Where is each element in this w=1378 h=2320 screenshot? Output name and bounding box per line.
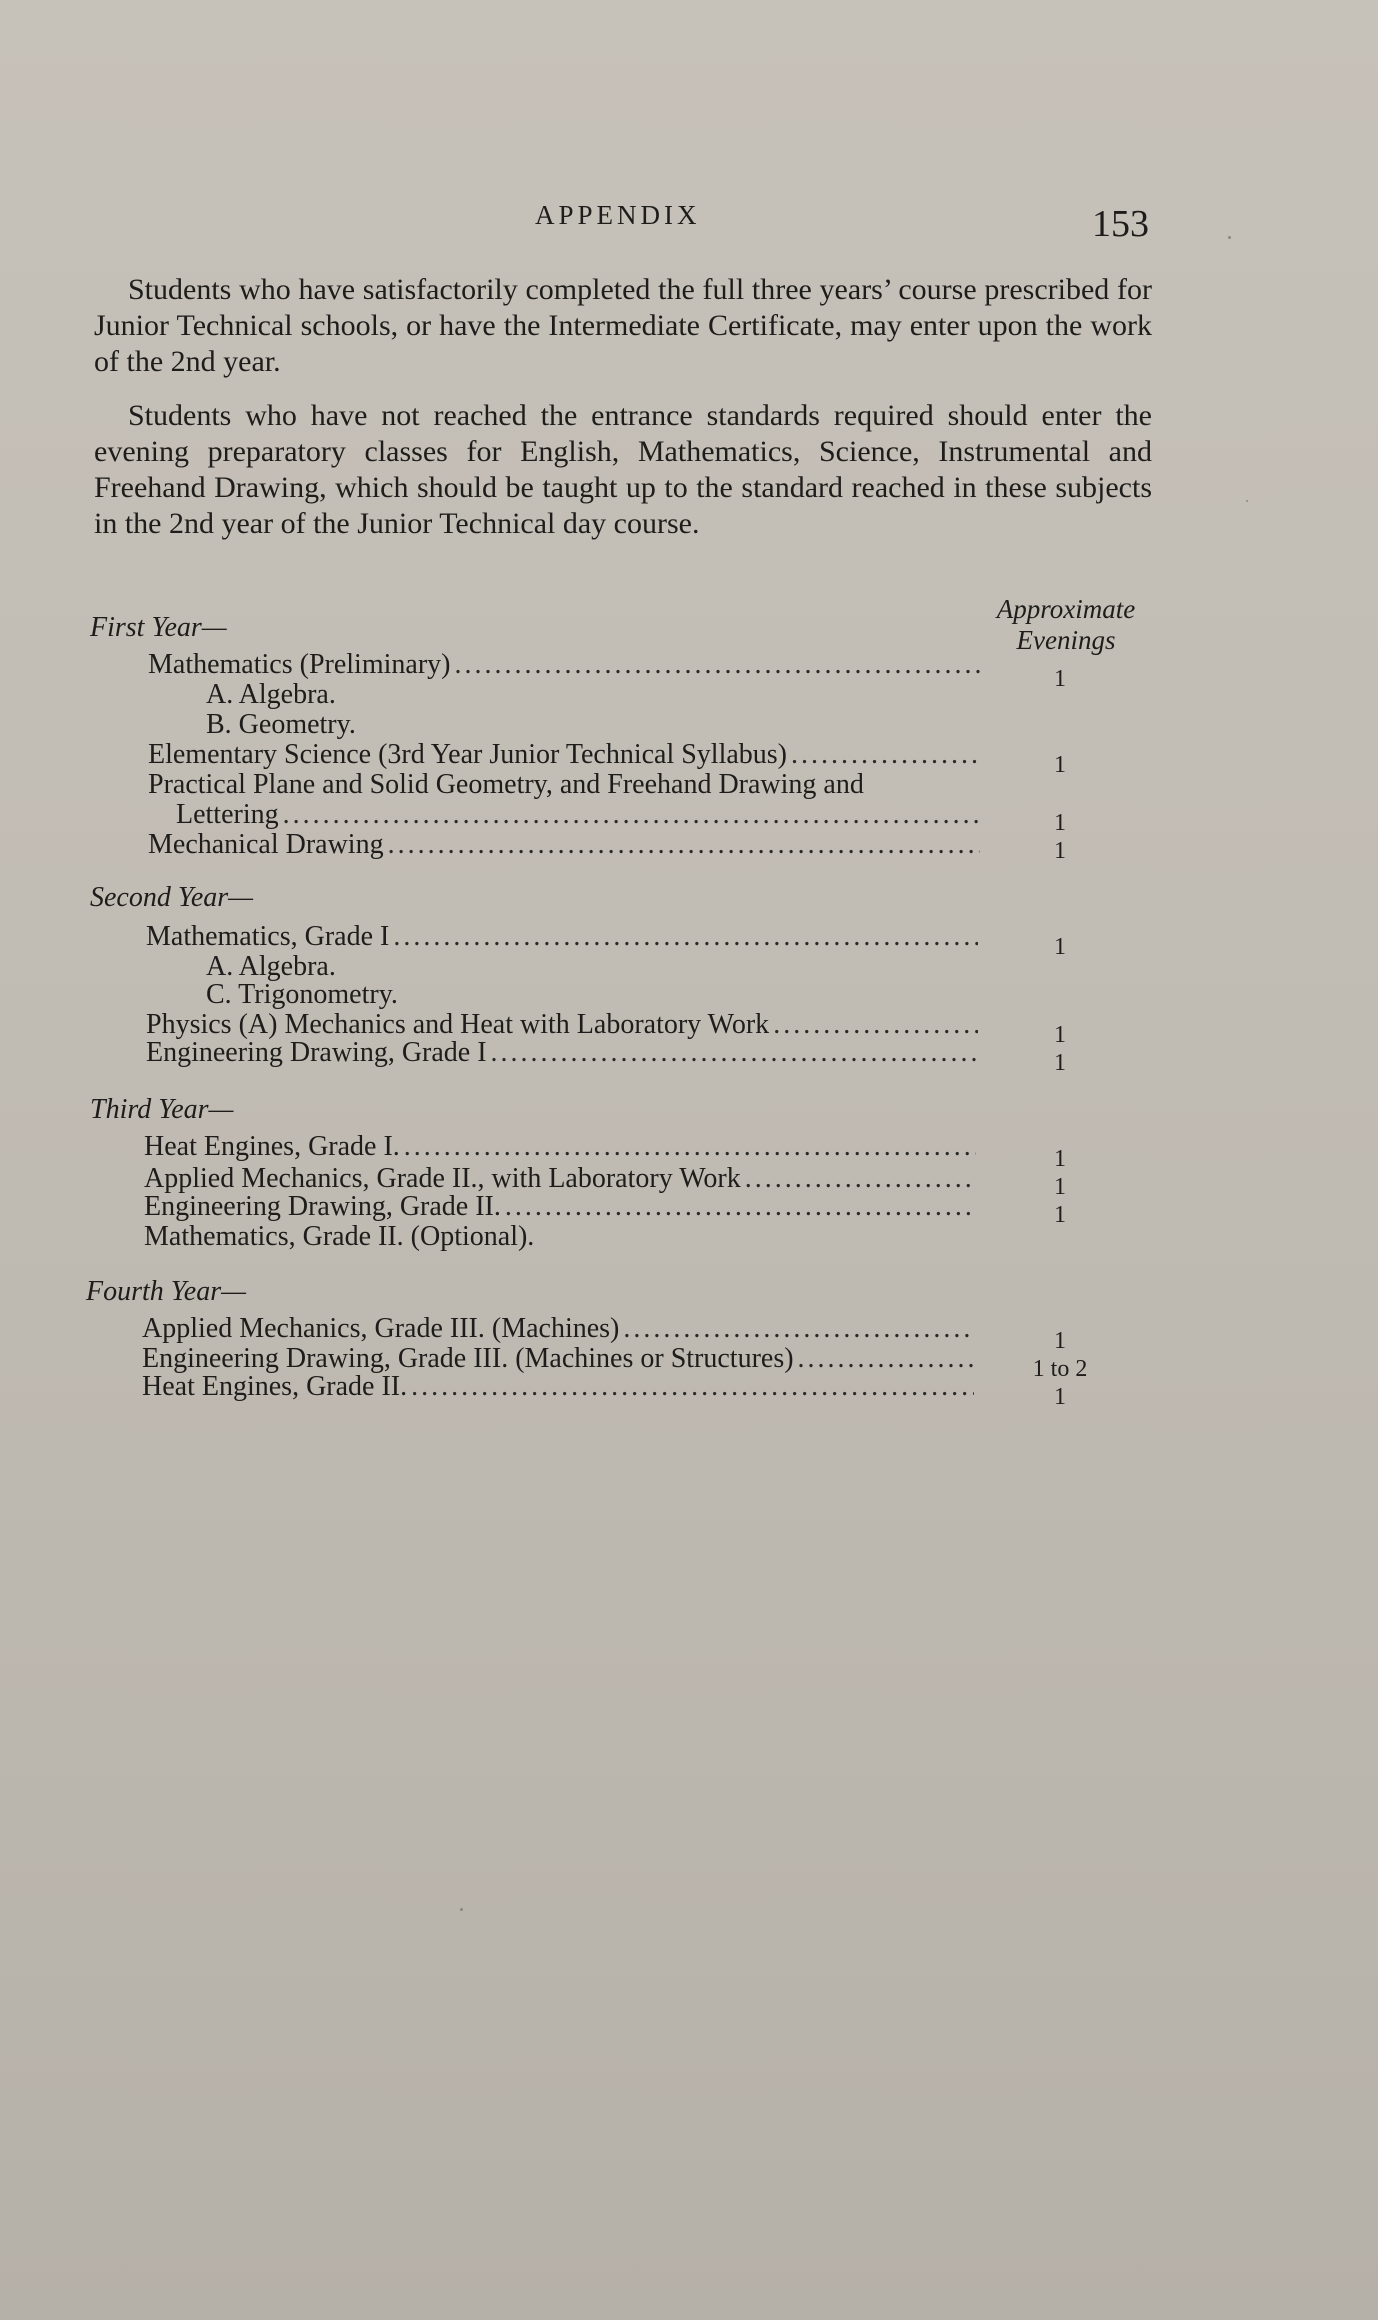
leader-dots xyxy=(505,1192,976,1222)
evenings-value: 1 xyxy=(1054,810,1066,836)
course-item xyxy=(142,1314,974,1344)
course-label: Engineering Drawing, Grade I xyxy=(146,1037,487,1068)
evenings-value: 1 xyxy=(1054,666,1066,692)
course-label: Elementary Science (3rd Year Junior Technical Syllabus) xyxy=(148,739,788,770)
course-label: Engineering Drawing, Grade III. (Machines or Structures) xyxy=(142,1343,794,1374)
course-label: Mathematics, Grade I xyxy=(146,921,390,952)
leader-dots xyxy=(745,1164,976,1194)
sub-topic: A. Algebra. xyxy=(206,951,336,982)
leader-dots xyxy=(798,1344,974,1374)
paragraph-preparatory-classes: Students who have not reached the entrance standards required should enter the evening preparatory classes for English, Mathematics, Science, Instrumental and Freehand Drawing, which should be taught up to the standard reached in these subjects in the 2nd year of the Junior Technical day course. xyxy=(94,399,1152,540)
leader-dots xyxy=(773,1010,978,1040)
leader-dots xyxy=(491,1038,978,1068)
course-label: Heat Engines, Grade I. xyxy=(144,1131,400,1162)
evenings-value: 1 xyxy=(1054,934,1066,960)
paper-speck xyxy=(1246,500,1248,502)
leader-dots xyxy=(454,650,980,680)
course-label: Applied Mechanics, Grade III. (Machines) xyxy=(142,1313,620,1344)
course-item xyxy=(144,1164,976,1194)
course-label: Heat Engines, Grade II. xyxy=(142,1371,408,1402)
evenings-value: 1 xyxy=(1054,752,1066,778)
section-title-third-year: Third Year— xyxy=(90,1094,234,1125)
leader-dots xyxy=(623,1314,974,1344)
evenings-value: 1 xyxy=(1054,1202,1066,1228)
evenings-value: 1 xyxy=(1054,1384,1066,1410)
evenings-value: 1 xyxy=(1054,1174,1066,1200)
course-label: Mathematics (Preliminary) xyxy=(148,649,451,680)
course-item xyxy=(142,1372,974,1402)
leader-dots xyxy=(411,1372,974,1402)
course-item xyxy=(148,740,980,770)
evenings-value: 1 xyxy=(1054,838,1066,864)
leader-dots xyxy=(388,830,980,860)
course-label: Applied Mechanics, Grade II., with Laboratory Work xyxy=(144,1163,741,1194)
evenings-value: 1 to 2 xyxy=(1032,1356,1088,1382)
evenings-value: 1 xyxy=(1054,1050,1066,1076)
course-item xyxy=(142,1344,974,1374)
section-title-first-year: First Year— xyxy=(90,612,227,643)
running-head: APPENDIX xyxy=(535,200,701,230)
course-item xyxy=(148,830,980,860)
course-label: Mechanical Drawing xyxy=(148,829,384,860)
course-label: Engineering Drawing, Grade II. xyxy=(144,1191,501,1222)
section-title-fourth-year: Fourth Year— xyxy=(86,1276,247,1307)
course-wrap-line: Practical Plane and Solid Geometry, and Freehand Drawing and xyxy=(148,769,864,800)
course-optional-line: Mathematics, Grade II. (Optional). xyxy=(144,1221,535,1252)
sub-topic: C. Trigonometry. xyxy=(206,979,398,1010)
column-heading xyxy=(966,594,1166,656)
leader-dots xyxy=(283,800,980,830)
course-item xyxy=(146,1010,978,1040)
sub-topic: B. Geometry. xyxy=(206,709,356,740)
leader-dots xyxy=(393,922,978,952)
evenings-value: 1 xyxy=(1054,1328,1066,1354)
course-label: Physics (A) Mechanics and Heat with Laboratory Work xyxy=(146,1009,770,1040)
leader-dots xyxy=(404,1132,976,1162)
paper-speck xyxy=(1228,236,1231,239)
page-number: 153 xyxy=(1092,203,1149,245)
column-heading-line-1: Approximate xyxy=(996,594,1136,624)
course-item xyxy=(146,1038,978,1068)
section-title-second-year: Second Year— xyxy=(90,882,254,913)
sub-topic: A. Algebra. xyxy=(206,679,336,710)
course-item xyxy=(176,800,980,830)
course-item xyxy=(144,1132,976,1162)
leader-dots xyxy=(791,740,980,770)
course-item xyxy=(148,650,980,680)
paragraph-entry-requirements: Students who have satisfactorily completed the full three years’ course prescribed for Junior Technical schools, or have the Intermediate Certificate, may enter upon the work of the 2nd year. xyxy=(94,273,1152,378)
course-item xyxy=(144,1192,976,1222)
course-label: Lettering xyxy=(176,799,279,830)
course-item xyxy=(146,922,978,952)
column-heading-line-2: Evenings xyxy=(1016,625,1116,655)
evenings-value: 1 xyxy=(1054,1022,1066,1048)
evenings-value: 1 xyxy=(1054,1146,1066,1172)
paper-speck xyxy=(460,1908,463,1911)
